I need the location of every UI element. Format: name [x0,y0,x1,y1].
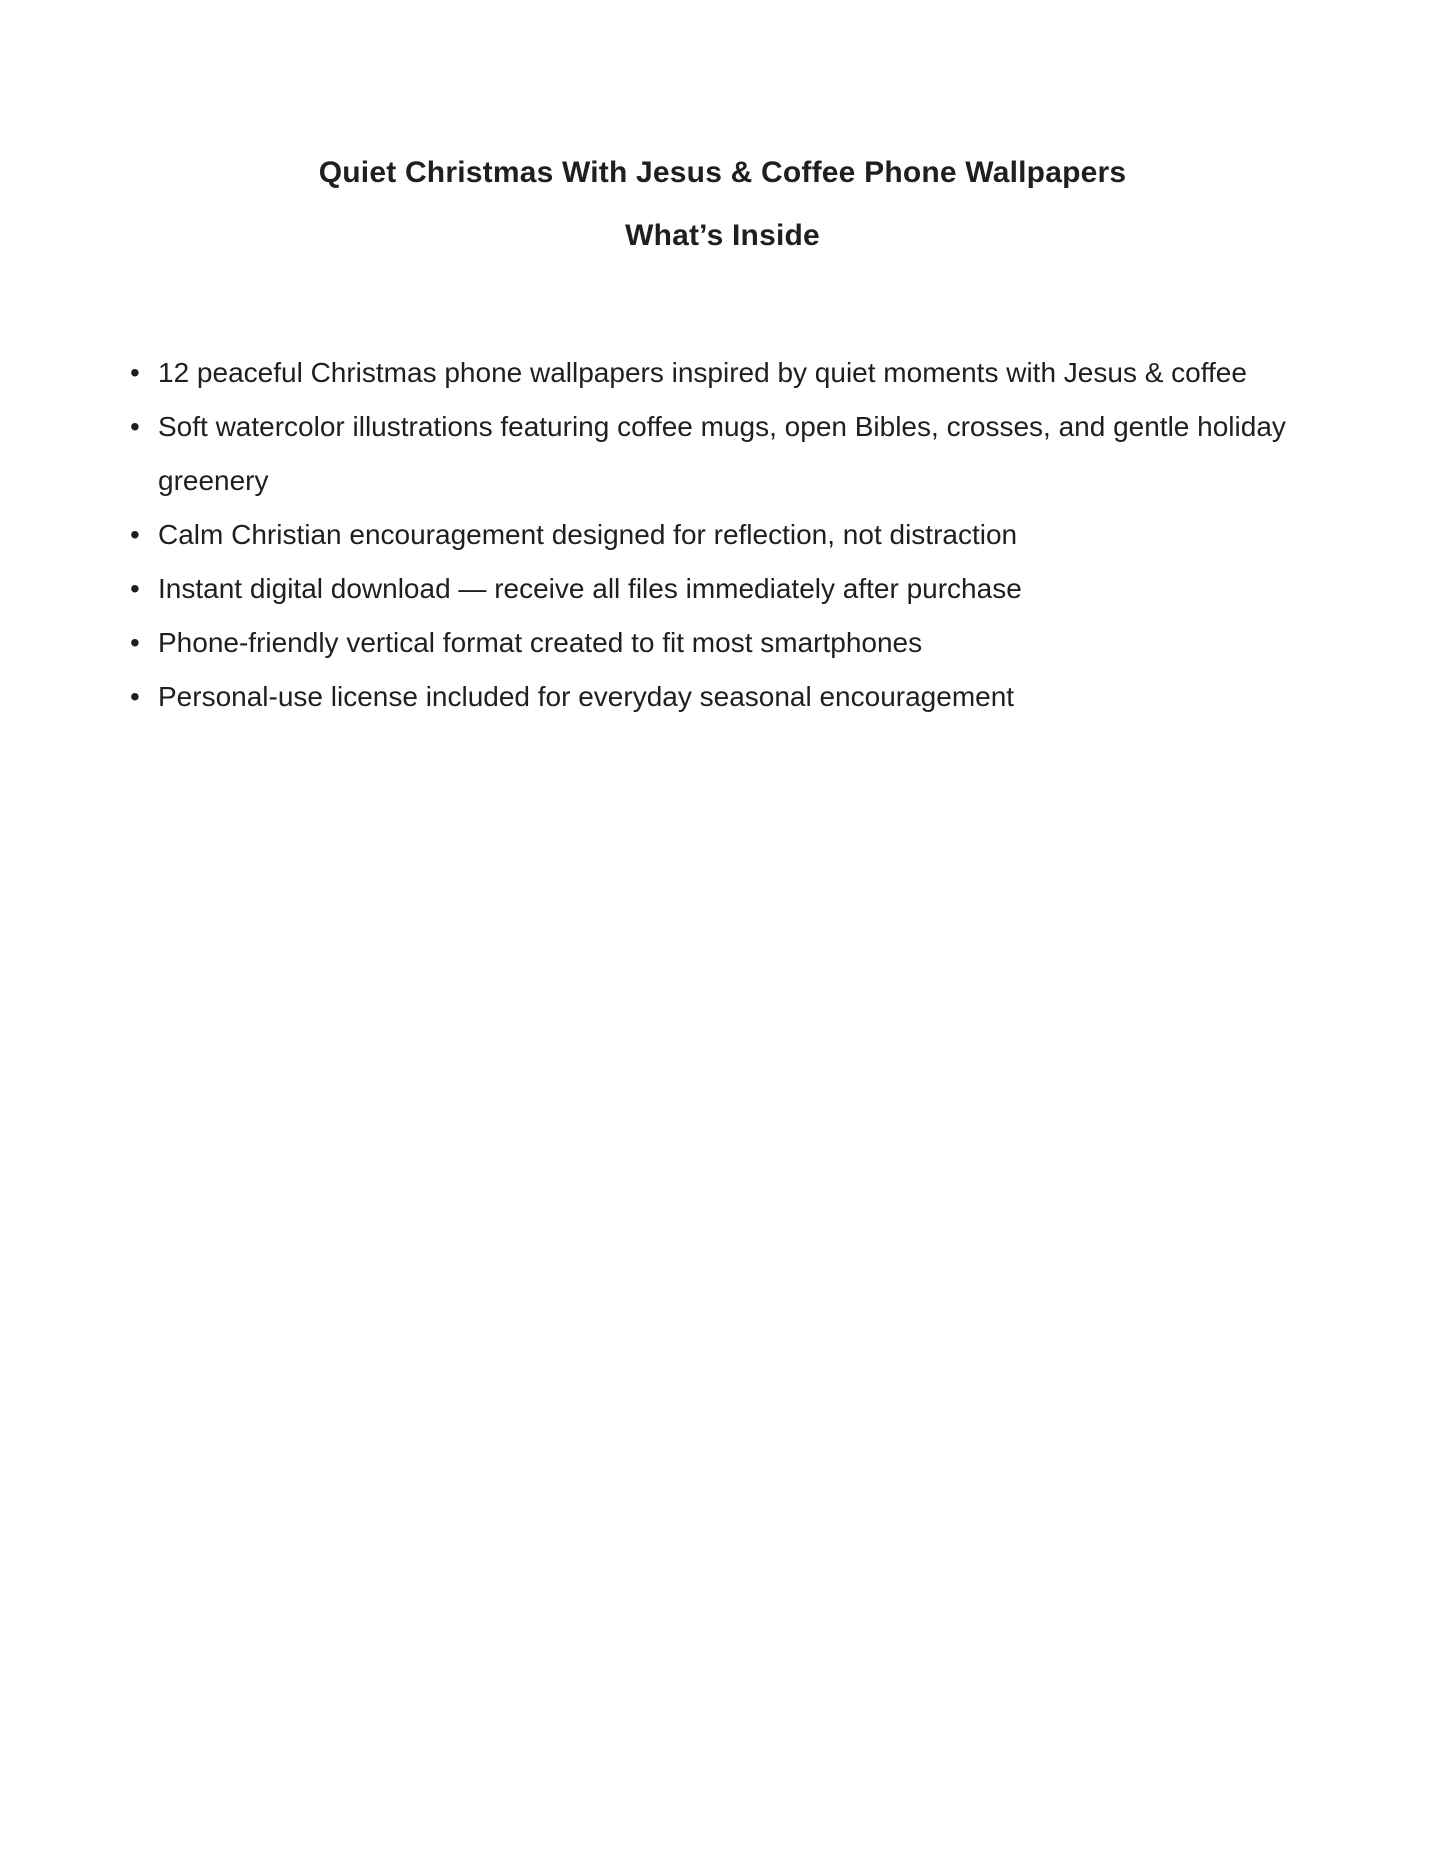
page-subtitle: What’s Inside [625,219,820,252]
list-item: • 12 peaceful Christmas phone wallpapers inspired by quiet moments with Jesus & coffee [128,346,1317,400]
list-item: • Instant digital download — receive all files immediately after purchase [128,562,1317,616]
list-item: • Personal-use license included for everyday seasonal encouragement [128,670,1317,724]
feature-bullet-list [128,346,1317,724]
list-item: • Phone-friendly vertical format created to fit most smartphones [128,616,1317,670]
list-item: • Soft watercolor illustrations featuring coffee mugs, open Bibles, crosses, and gentle holiday greenery [128,400,1317,508]
page-title: Quiet Christmas With Jesus & Coffee Phone Wallpapers [318,156,1127,189]
list-item: • Calm Christian encouragement designed for reflection, not distraction [128,508,1317,562]
